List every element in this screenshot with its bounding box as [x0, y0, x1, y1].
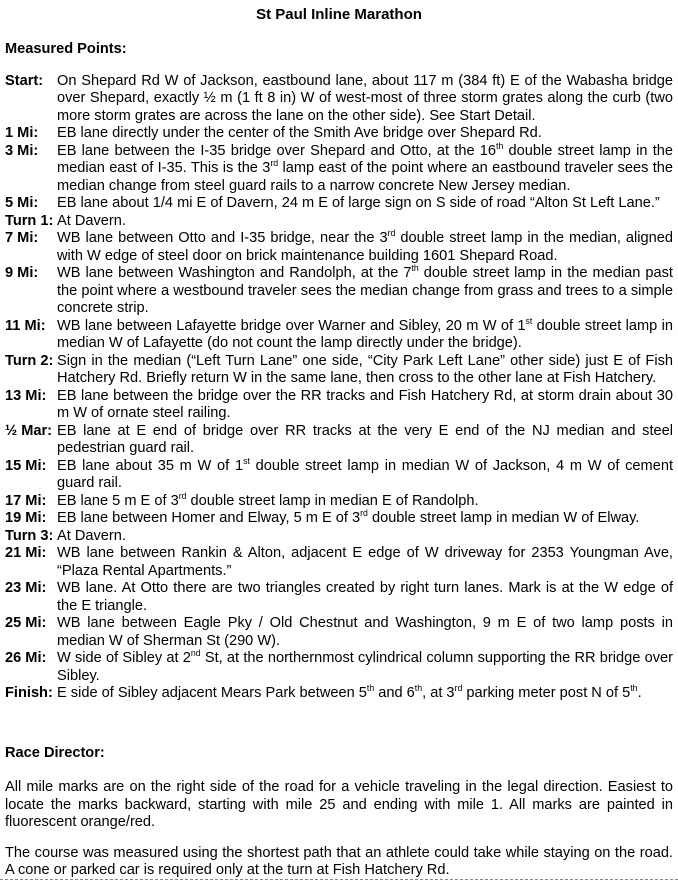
document-title: St Paul Inline Marathon [256, 6, 422, 23]
measured-point-row [5, 423, 673, 458]
measured-point-text: EB lane 5 m E of 3rd double street lamp in median E of Randolph. [57, 490, 479, 509]
measured-point-label: 23 Mi: [5, 580, 47, 596]
mile-marks-note: All mile marks are on the right side of the road for a vehicle traveling in the legal direction. Easiest to locate the marks backward, starting with mile 25 and ending with mile 1. All marks are painted in fluorescent orange/red. [5, 779, 673, 830]
measured-point-text: W side of Sibley at 2nd St, at the northernmost cylindrical column supporting the RR bridge over Sibley. [57, 648, 673, 684]
measured-point-label: 15 Mi: [5, 457, 47, 474]
measured-point-text: EB lane about 1/4 mi E of Davern, 24 m E of large sign on S side of road “Alton St Left Lane.” [57, 195, 660, 211]
measured-point-text: WB lane. At Otto there are two triangles created by right turn lanes. Mark is at the W edge of the E triangle. [57, 580, 673, 614]
measured-point-label: 1 Mi: [5, 125, 39, 141]
measured-point-label: 9 Mi: [5, 265, 39, 281]
measured-point-text: WB lane between Lafayette bridge over Warner and Sibley, 20 m W of 1st double street lamp in median W of Lafayette (do not count the lamp directly under the bridge). [57, 315, 673, 351]
measured-point-label: Turn 1: [5, 212, 54, 229]
measured-point-text: EB lane directly under the center of the Smith Ave bridge over Shepard Rd. [57, 125, 542, 141]
measured-point-row [5, 213, 673, 231]
measured-point-row [5, 685, 673, 703]
measured-point-row [5, 580, 673, 615]
measured-point-label: 3 Mi: [5, 142, 39, 159]
measured-point-row [5, 265, 673, 318]
measured-point-text: WB lane between Otto and I-35 bridge, near the 3rd double street lamp in the median, aligned with W edge of steel door on brick maintenance building 1601 Shepard Road. [57, 228, 673, 264]
measured-point-row [5, 615, 673, 650]
measured-point-row [5, 510, 673, 528]
measured-point-row [5, 650, 673, 685]
measured-point-label: 21 Mi: [5, 545, 47, 561]
measured-point-text: At Davern. [57, 527, 126, 544]
measured-point-label: Turn 3: [5, 527, 54, 544]
measured-point-label: 13 Mi: [5, 387, 47, 404]
measured-point-row [5, 388, 673, 423]
measured-points-heading: Measured Points: [5, 41, 127, 57]
race-director-heading: Race Director: [5, 744, 105, 761]
measured-point-label: 11 Mi: [5, 317, 46, 334]
measured-point-label: ½ Mar: [5, 422, 53, 439]
measured-point-row [5, 353, 673, 388]
measured-point-row [5, 490, 673, 511]
measured-point-label: 19 Mi: [5, 510, 47, 526]
measured-point-row [5, 125, 673, 143]
measured-point-row [5, 195, 673, 213]
measured-point-text: Sign in the median (“Left Turn Lane” one side, “City Park Left Lane” other side) just E of Fish Hatchery Rd. Briefly return W in the same lane, then cross to the other lane at Fish Hatchery. [57, 352, 673, 386]
measured-point-row [5, 455, 673, 493]
measured-point-text: WB lane between Eagle Pky / Old Chestnut and Washington, 9 m E of two lamp posts in median W of Sherman St (290 W). [57, 615, 673, 649]
measured-point-text: E side of Sibley adjacent Mears Park between 5th and 6th, at 3rd parking meter post N of 5th. [57, 683, 642, 701]
measured-points-list [5, 73, 673, 703]
measured-point-row [5, 315, 673, 353]
measured-point-label: 7 Mi: [5, 230, 39, 246]
measured-point-text: On Shepard Rd W of Jackson, eastbound lane, about 117 m (384 ft) E of the Wabasha bridge over Shepard, exactly ½ m (1 ft 8 in) W of west-most of three storm grates along the curb (two more storm grates are across the lane on the other side). See Start Detail. [57, 72, 673, 124]
measured-point-row [5, 528, 673, 546]
measured-point-label: Turn 2: [5, 352, 54, 369]
measured-point-label: Start: [5, 72, 44, 89]
measured-point-text: WB lane between Washington and Randolph, at the 7th double street lamp in the median past the point where a westbound traveler sees the median change from grass and trees to a simple concrete strip. [57, 263, 673, 316]
measured-point-text: EB lane between the bridge over the RR tracks and Fish Hatchery Rd, at storm drain about 30 m W of ornate steel railing. [57, 387, 673, 421]
measured-point-row [5, 230, 673, 265]
measured-point-text: At Davern. [57, 212, 126, 229]
measured-point-label: 26 Mi: [5, 650, 47, 666]
measured-point-row [5, 140, 674, 196]
measured-point-text: EB lane between the I-35 bridge over Shepard and Otto, at the 16th double street lamp in the median east of I-35. This is the 3rd lamp east of the point where an eastbound traveler sees the median change from steel guard rails to a narrow concrete New Jersey median. [57, 140, 674, 194]
measured-point-label: 17 Mi: [5, 492, 47, 509]
measured-point-label: 5 Mi: [5, 195, 39, 211]
measured-point-text: EB lane between Homer and Elway, 5 m E of 3rd double street lamp in median W of Elway. [57, 508, 640, 526]
measured-point-row [5, 545, 673, 580]
measured-point-label: Finish: [5, 685, 53, 701]
measured-point-label: 25 Mi: [5, 615, 47, 631]
course-measurement-note: The course was measured using the shortest path that an athlete could take while staying on the road. A cone or parked car is required only at the turn at Fish Hatchery Rd. [5, 844, 673, 878]
measured-point-row [5, 73, 673, 126]
measured-point-text: WB lane between Rankin & Alton, adjacent E edge of W driveway for 2353 Youngman Ave, “Plaza Rental Apartments.” [57, 545, 673, 579]
measured-point-text: EB lane at E end of bridge over RR tracks at the very E end of the NJ median and steel pedestrian guard rail. [57, 422, 673, 456]
measured-point-text: EB lane about 35 m W of 1st double street lamp in median W of Jackson, 4 m W of cement guard rail. [57, 455, 673, 491]
